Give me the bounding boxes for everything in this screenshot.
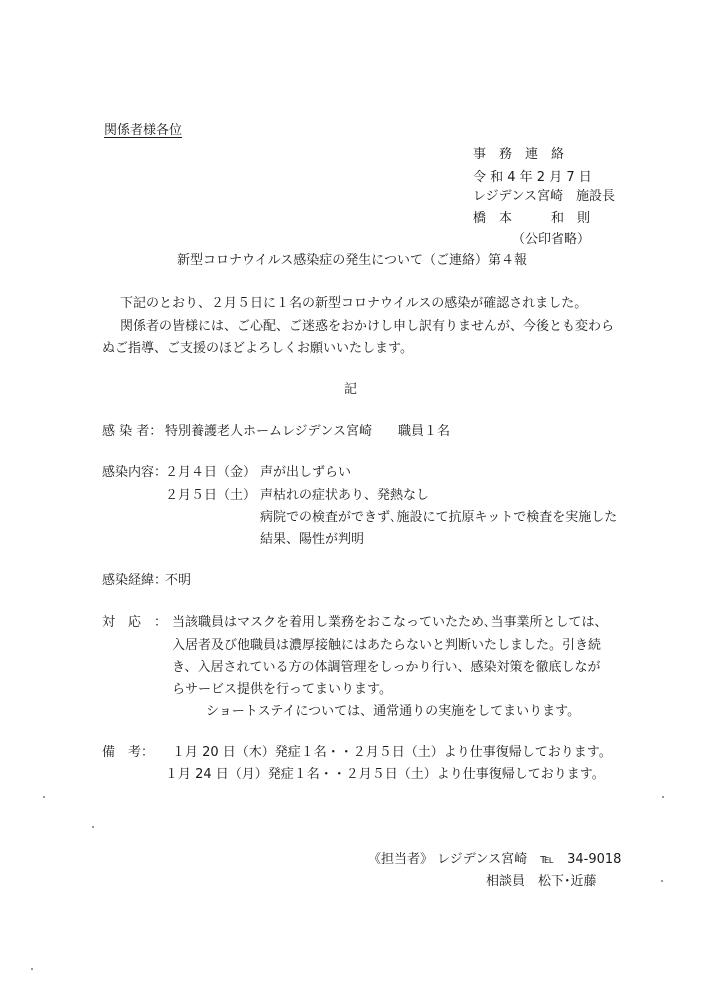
document-title: 新型コロナウイルス感染症の発生について（ご連絡）第４報 (177, 253, 527, 268)
seal-omitted-note: （公印省略） (512, 232, 591, 247)
scan-speck (661, 880, 663, 882)
response-line-1: 当該職員はマスクを着用し業務をおこなっていたため､当事業所としては、 (172, 615, 608, 630)
details-text-4: 結果、陽性が判明 (260, 532, 365, 547)
response-line-3: き、入居されている方の体調管理をしっかり行い、感染対策を徹底しなが (172, 660, 601, 675)
sender-org: レジデンス宮崎 施設長 (473, 189, 616, 204)
infected-count: 職員１名 (398, 424, 451, 439)
infected-label: 感 染 者： (102, 424, 163, 439)
remarks-line-1: １月 20 日（木）発症１名・・２月５日（土）より仕事復帰しております。 (172, 745, 612, 760)
remarks-label: 備 考： (102, 745, 155, 760)
scan-speck (92, 826, 94, 828)
body-line-3: ぬご指導、ご支援のほどよろしくお願いいたします。 (102, 341, 413, 356)
body-line-1: 下記のとおり、２月５日に１名の新型コロナウイルスの感染が確認されました。 (120, 296, 588, 311)
issue-date: 令 和 4 年 2 月 7 日 (473, 170, 592, 185)
details-date-2: ２月５日（土） (165, 488, 257, 503)
infected-facility: 特別養護老人ホームレジデンス宮崎 (165, 424, 373, 439)
contact-line-2: 相談員 松下･近藤 (486, 874, 597, 889)
remarks-line-2: １月 24 日（月）発症１名・・２月５日（土）より仕事復帰しております。 (165, 767, 605, 782)
doc-type: 事 務 連 絡 (473, 147, 565, 162)
contact-line-1: 《担当者》 レジデンス宮崎 ℡ 34-9018 (368, 852, 622, 867)
details-text-3: 病院での検査ができず､施設にて抗原キットで検査を実施した (260, 510, 618, 525)
response-line-2: 入居者及び他職員は濃厚接触にはあたらないと判断いたしました。引き続 (172, 638, 602, 653)
scan-speck (43, 796, 45, 798)
response-line-4: らサービス提供を行ってまいります。 (172, 682, 392, 697)
details-text-2: 声枯れの症状あり、発熱なし (260, 488, 430, 503)
details-text-1: 声が出しずらい (260, 465, 352, 480)
details-label: 感染内容： (102, 465, 168, 480)
scan-speck (31, 968, 33, 970)
route-label: 感染経緯： (102, 573, 168, 588)
body-line-2: 関係者の皆様には、ご心配、ご迷惑をおかけし申し訳有りませんが、今後とも変わら (120, 319, 615, 334)
sender-name: 橋 本 和 則 (473, 211, 591, 226)
response-line-5: ショートステイについては、通常通りの実施をしてまいります。 (206, 704, 581, 719)
ki-heading: 記 (344, 382, 358, 397)
details-date-1: ２月４日（金） (165, 465, 257, 480)
scan-speck (662, 796, 664, 798)
route-value: 不明 (165, 573, 192, 588)
response-label: 対 応 ： (102, 615, 168, 630)
addressee: 関係者様各位 (104, 123, 183, 138)
